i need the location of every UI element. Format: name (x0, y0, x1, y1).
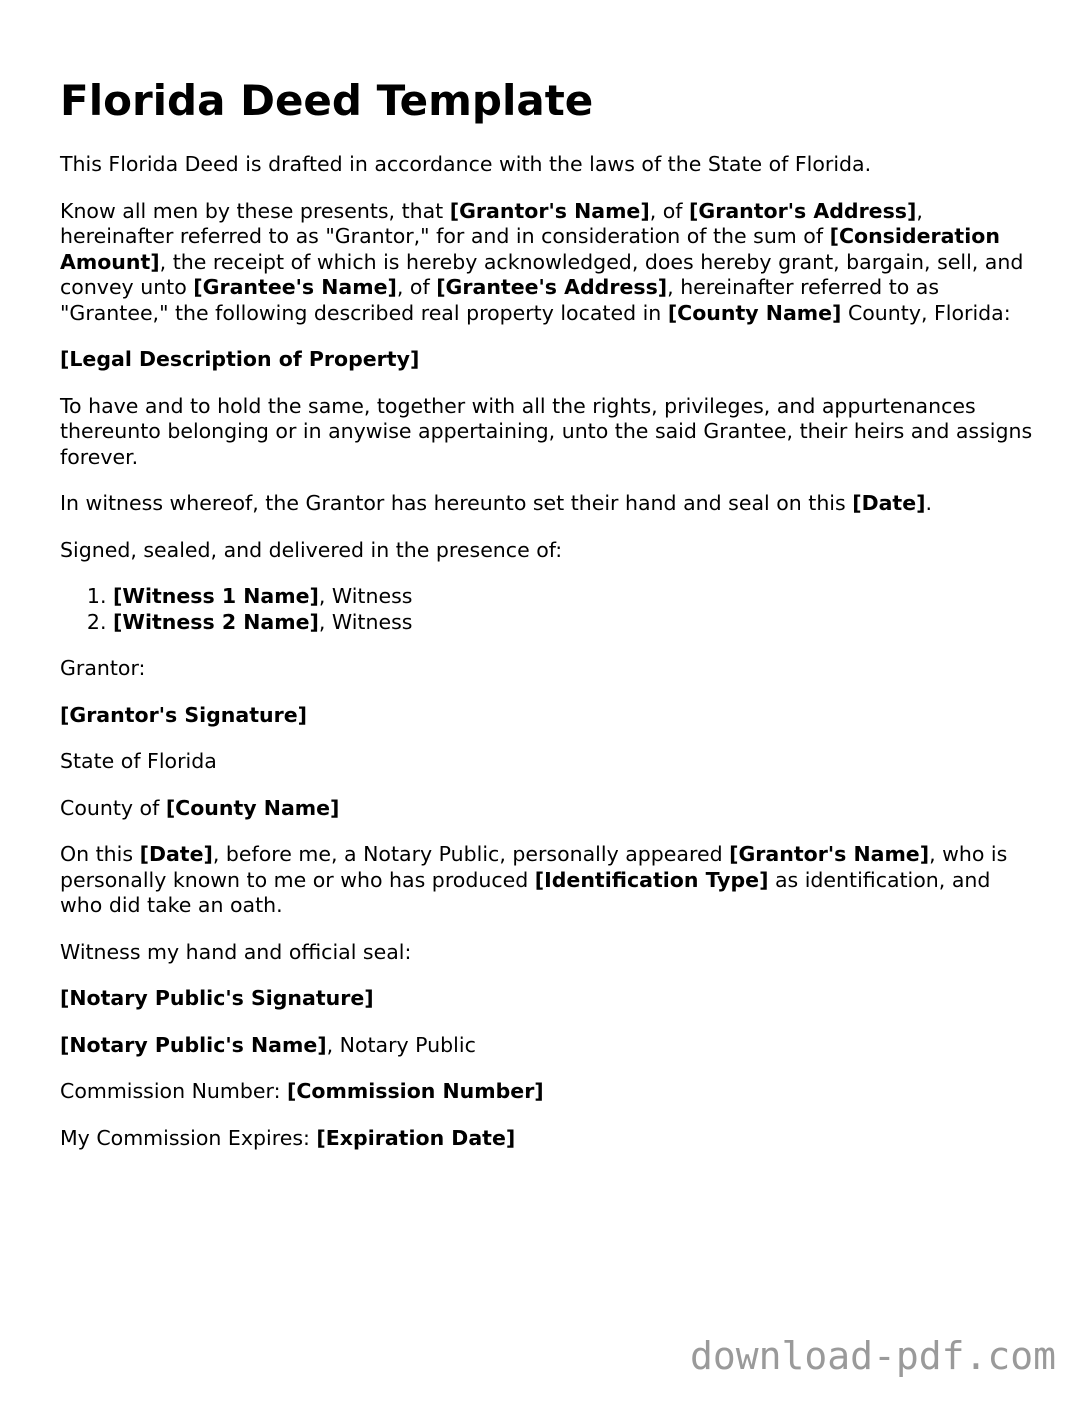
witness-1-name-field: [Witness 1 Name] (113, 584, 319, 608)
witness-suffix: , Witness (318, 609, 413, 634)
legal-description-paragraph (60, 347, 1035, 373)
county-name-field: [County Name] (667, 300, 842, 325)
watermark: download-pdf.com (689, 1334, 1056, 1378)
county-name-field: [County Name] (165, 795, 340, 820)
notary-text: , before me, a Notary Public, personally appeared (212, 842, 730, 866)
grantor-signature-paragraph (60, 703, 1035, 729)
grant-text: , of (396, 275, 437, 299)
witness-clause-text: In witness whereof, the Grantor has hereunto set their hand and seal on this (60, 491, 853, 515)
witness-suffix: , Witness (318, 584, 413, 608)
document (60, 72, 1035, 1172)
county-line (60, 796, 1035, 822)
grant-paragraph (60, 199, 1035, 327)
county-label: County of (60, 795, 166, 820)
witness-clause-text: . (925, 491, 933, 515)
notary-name-field: [Notary Public's Name] (60, 1032, 327, 1057)
page-title: Florida Deed Template (60, 76, 594, 125)
state-line: State of Florida (60, 749, 217, 773)
commission-number-line (60, 1079, 1035, 1105)
notary-signature-paragraph (60, 986, 1035, 1012)
notary-suffix: , Notary Public (326, 1032, 476, 1057)
witness-list (60, 584, 1035, 635)
date-field: [Date] (852, 491, 926, 515)
expiration-date-field: [Expiration Date] (316, 1125, 516, 1150)
list-item (113, 610, 1035, 636)
witness-hand-paragraph: Witness my hand and official seal: (60, 939, 412, 964)
grant-text: , of (649, 198, 690, 223)
grantor-address-field: [Grantor's Address] (689, 198, 917, 223)
notary-name-paragraph (60, 1033, 1035, 1059)
date-field: [Date] (139, 842, 213, 866)
witness-2-name-field: [Witness 2 Name] (113, 609, 319, 634)
witness-clause-paragraph (60, 491, 1035, 517)
notary-text: On this (60, 842, 140, 866)
legal-description-field: [Legal Description of Property] (60, 347, 420, 371)
grantor-label: Grantor: (60, 656, 146, 680)
list-item (113, 584, 1035, 610)
grantor-name-field: [Grantor's Name] (729, 842, 930, 866)
grant-text: , the receipt of which is hereby acknowledged, does hereby grant, bargain, sell, and convey unto (60, 249, 1024, 299)
notary-signature-field: [Notary Public's Signature] (60, 986, 374, 1010)
notary-acknowledgment-paragraph (60, 842, 1035, 919)
notary-text: as identification, and who did take an oath. (60, 867, 991, 917)
intro-paragraph: This Florida Deed is drafted in accordance with the laws of the State of Florida. (60, 152, 872, 176)
identification-type-field: [Identification Type] (534, 867, 769, 892)
notary-text: , who is personally known to me or who has produced (60, 842, 1008, 892)
grant-text: , hereinafter referred to as "Grantee," the following described real property located in (60, 275, 940, 325)
commission-expires-line (60, 1126, 1035, 1152)
expires-label: My Commission Expires: (60, 1125, 317, 1150)
commission-label: Commission Number: (60, 1079, 288, 1103)
grantor-signature-field: [Grantor's Signature] (60, 702, 308, 727)
habendum-paragraph: To have and to hold the same, together with all the rights, privileges, and appurtenances thereunto belonging or in anywise appertaining, unto the said Grantee, their heirs and assigns forever. (60, 393, 1033, 469)
grantor-name-field: [Grantor's Name] (449, 198, 650, 223)
commission-number-field: [Commission Number] (287, 1079, 544, 1103)
grantee-name-field: [Grantee's Name] (193, 275, 397, 299)
grant-text: , hereinafter referred to as "Grantor," for and in consideration of the sum of (60, 198, 923, 248)
consideration-amount-field: [Consideration Amount] (60, 224, 1000, 274)
grant-text: County, Florida: (841, 300, 1011, 325)
grantee-address-field: [Grantee's Address] (436, 275, 668, 299)
signed-sealed-paragraph: Signed, sealed, and delivered in the presence of: (60, 537, 563, 562)
grant-text: Know all men by these presents, that (60, 198, 450, 223)
